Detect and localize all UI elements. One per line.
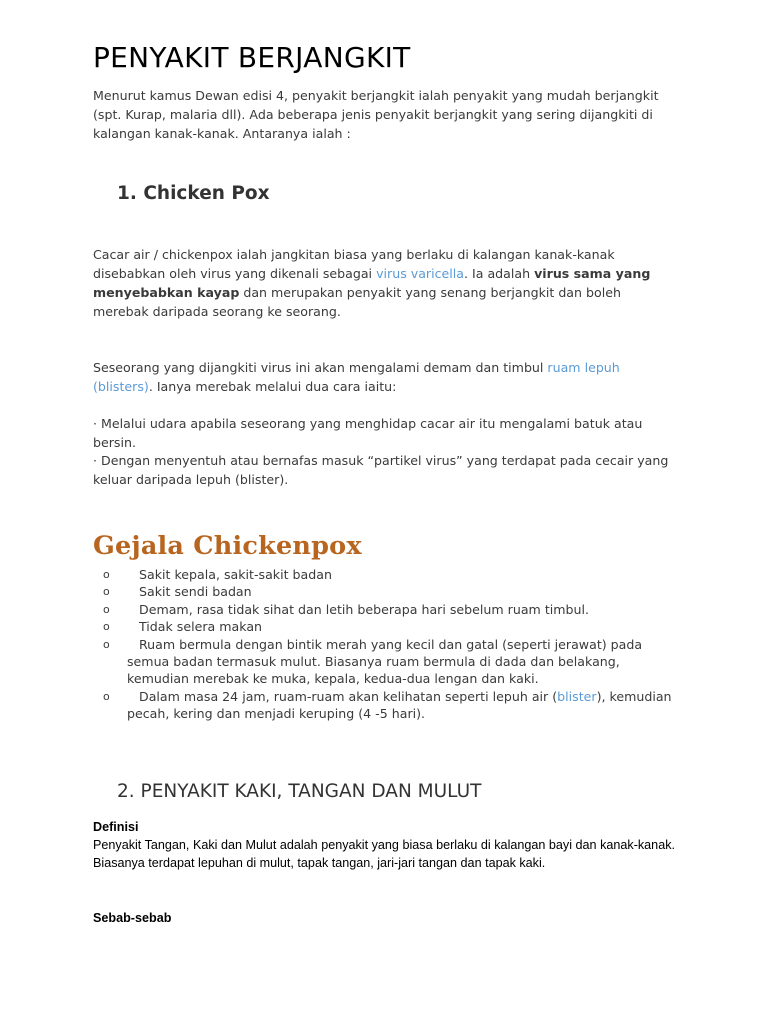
symptom-last-text-a: Dalam masa 24 jam, ruam-ruam akan kelihatan seperti lepuh air ( bbox=[139, 688, 558, 704]
list-item: o Demam, rasa tidak sihat dan letih beberapa hari sebelum ruam timbul. bbox=[103, 601, 589, 617]
section-heading-hfmd: 2. PENYAKIT KAKI, TANGAN DAN MULUT bbox=[117, 781, 482, 802]
transmission-paragraph bbox=[93, 359, 675, 397]
transmission-way-1: · Melalui udara apabila seseorang yang menghidap cacar air itu mengalami batuk atau bersin. bbox=[93, 416, 643, 450]
virus-varicella-link[interactable]: virus varicella bbox=[376, 265, 464, 281]
definition-text: Penyakit Tangan, Kaki dan Mulut adalah penyakit yang biasa berlaku di kalangan bayi dan kanak-kanak. Biasanya terdapat lepuhan di mulut, tapak tangan, jari-jari tangan dan tapak kaki. bbox=[93, 838, 675, 871]
bullet-icon: o bbox=[103, 637, 110, 651]
symptom-last-text-b: ), kemudian pecah, kering dan menjadi keruping (4 -5 hari). bbox=[127, 688, 672, 722]
section-heading-chicken-pox: 1. Chicken Pox bbox=[117, 183, 270, 204]
list-item: o Sakit kepala, sakit-sakit badan bbox=[103, 567, 332, 582]
page-title: PENYAKIT BERJANGKIT bbox=[93, 41, 411, 74]
transmission-text-a: Seseorang yang dijangkiti virus ini akan mengalami demam dan timbul bbox=[93, 360, 548, 375]
list-item bbox=[93, 688, 675, 723]
list-item: o Tidak selera makan bbox=[103, 619, 263, 635]
bullet-icon: o bbox=[103, 585, 110, 599]
definition-label: Definisi bbox=[93, 820, 139, 834]
bullet-icon: o bbox=[103, 620, 110, 634]
chickenpox-text-a: Cacar air / chickenpox ialah jangkitan biasa yang berlaku di kalangan kanak-kanak disebabkan oleh virus yang dikenali sebagai bbox=[93, 247, 615, 281]
bullet-icon: o bbox=[103, 568, 110, 581]
intro-paragraph: Menurut kamus Dewan edisi 4, penyakit berjangkit ialah penyakit yang mudah berjangkit (spt. Kurap, malaria dll). Ada beberapa jenis penyakit berjangkit yang sering dijangkiti di kalangan kanak-kanak. Antaranya ialah : bbox=[93, 88, 659, 141]
chickenpox-text-b: . Ia adalah bbox=[464, 265, 535, 281]
symptoms-heading: Gejala Chickenpox bbox=[93, 531, 362, 561]
list-item: o Ruam bermula dengan bintik merah yang kecil dan gatal (seperti jerawat) pada semua badan termasuk mulut. Biasanya ruam bermula di dada dan belakang, kemudian merebak ke muka, kepala, kedua-dua lengan dan kaki. bbox=[103, 636, 643, 687]
chickenpox-paragraph bbox=[93, 246, 675, 322]
symptoms-list bbox=[93, 566, 675, 723]
causes-label: Sebab-sebab bbox=[93, 911, 172, 925]
chickenpox-text-c: dan merupakan penyakit yang senang berjangkit dan boleh merebak daripada seorang ke seorang. bbox=[93, 284, 621, 319]
list-item: o Sakit sendi badan bbox=[103, 584, 252, 600]
transmission-way-2: · Dengan menyentuh atau bernafas masuk “partikel virus” yang terdapat pada cecair yang keluar daripada lepuh (blister). bbox=[93, 453, 669, 487]
blister-link[interactable]: blister bbox=[557, 688, 597, 704]
bullet-icon: o bbox=[103, 689, 110, 703]
ruam-lepuh-link[interactable]: ruam lepuh (blisters) bbox=[93, 360, 620, 394]
bullet-icon: o bbox=[103, 602, 110, 616]
transmission-text-b: . Ianya merebak melalui dua cara iaitu: bbox=[148, 378, 397, 394]
chickenpox-text-bold: virus sama yang menyebabkan kayap bbox=[93, 265, 651, 300]
